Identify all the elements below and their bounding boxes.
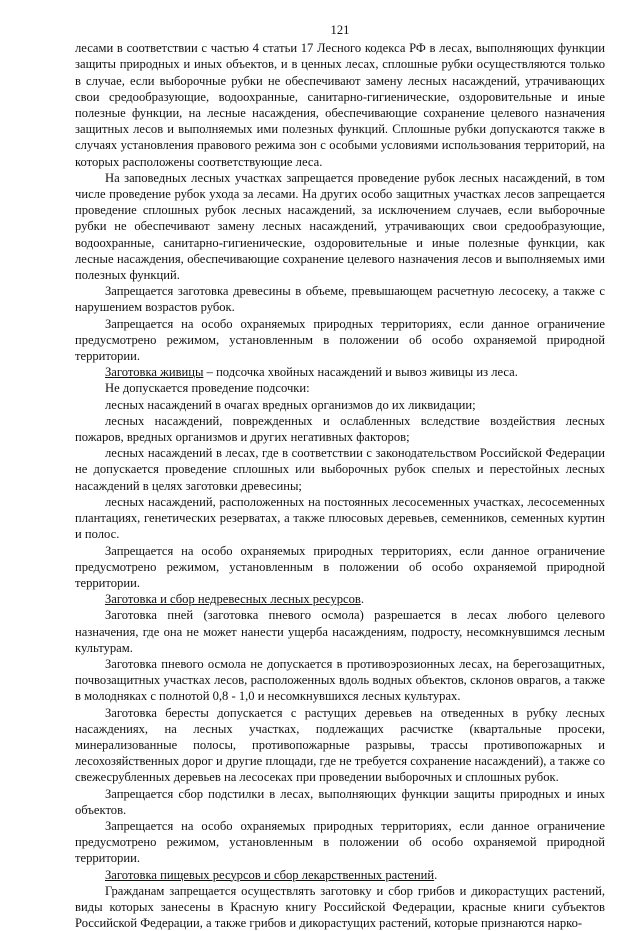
section-heading-paragraph xyxy=(75,591,605,607)
paragraph: Запрещается заготовка древесины в объеме, превышающем расчетную лесосеку, а также с нарушением возрастов рубок. xyxy=(75,284,605,315)
paragraph: Заготовка пневого осмола не допускается в противоэрозионных лесах, на берегозащитных, почвозащитных участках лесов, расположенных вдоль водных объектов, склонов оврагов, а также в молодняках с полнотой 0,8 - 1,0 и несомкнувшихся лесных культурах. xyxy=(75,656,605,704)
section-heading: Заготовка пищевых ресурсов и сбор лекарственных растений xyxy=(105,867,435,882)
section-heading-paragraph xyxy=(75,867,605,883)
heading-rest: . xyxy=(434,867,438,882)
section-heading: Заготовка и сбор недревесных лесных ресурсов xyxy=(105,592,361,607)
paragraph: Запрещается на особо охраняемых природных территориях, если данное ограничение предусмотрено режимом, установленным в положении об особо охраняемой природной территории. xyxy=(75,818,605,866)
document-page xyxy=(75,22,605,931)
paragraph: Запрещается сбор подстилки в лесах, выполняющих функции защиты природных и иных объектов. xyxy=(75,786,605,817)
page-number: 121 xyxy=(330,23,350,37)
section-heading: Заготовка живицы xyxy=(105,365,204,380)
list-item: лесных насаждений в очагах вредных организмов до их ликвидации; xyxy=(105,397,476,412)
section-heading-paragraph xyxy=(75,364,605,380)
heading-rest: . xyxy=(360,592,365,607)
paragraph: лесами в соответствии с частью 4 статьи 17 Лесного кодекса РФ в лесах, выполняющих функции защиты природных и иных объектов, и в ценных лесах, сплошные рубки осуществляются только в случае, если выборочные рубки не обеспечивают замену лесных насаждений, утрачивающих свои средообразующие, водоохранные, санитарно-гигиенические, оздоровительные и иные полезные функции, на лесные насаждения, обеспечивающие сохранение целевого назначения защитных лесов и выполняемых ими полезных функций. Сплошные рубки допускаются также в случаях установления правового режима зон с особыми условиями использования территорий, на которых расположены соответствующие леса. xyxy=(75,41,605,169)
paragraph: Запрещается на особо охраняемых природных территориях, если данное ограничение предусмотрено режимом, установленным в положении об особо охраняемой природной территории. xyxy=(75,316,605,364)
list-item: лесных насаждений в лесах, где в соответствии с законодательством Российской Федерации не допускается проведение сплошных или выборочных рубок спелых и перестойных лесных насаждений в целях заготовки древесины; xyxy=(75,446,605,493)
paragraph: На заповедных лесных участках запрещается проведение рубок лесных насаждений, в том числе проведение рубок ухода за лесами. На других особо защитных участках лесов запрещается проведение сплошных рубок лесных насаждений, за исключением случаев, если выборочные рубки не обеспечивают замену лесных насаждений, утрачивающих свои средообразующие, водоохранные, санитарно-гигиенические, оздоровительные и иные полезные функции, как лесные насаждения, обеспечивающие сохранение целевого назначения лесов и выполняемых ими полезных функций. xyxy=(75,170,605,283)
paragraph: Запрещается на особо охраняемых природных территориях, если данное ограничение предусмотрено режимом, установленным в положении об особо охраняемой природной территории. xyxy=(75,543,605,590)
paragraph: Гражданам запрещается осуществлять заготовку и сбор грибов и дикорастущих растений, виды которых занесены в Красную книгу Российской Федерации, красные книги субъектов Российской Федерации, а также грибов и дикорастущих растений, которые признаются нарко- xyxy=(75,883,605,931)
paragraph: Заготовка бересты допускается с растущих деревьев на отведенных в рубку лесных насаждениях, на лесных участках, подлежащих расчистке (квартальные просеки, минерализованные полосы, противопожарные разрывы, трассы противопожарных и лесохозяйственных дорог и другие площади, где не требуется сохранение насаждений), а также со свежесрубленных деревьев на лесосеках при проведении выборочных и сплошных рубок. xyxy=(75,705,605,785)
list-item: лесных насаждений, поврежденных и ослабленных вследствие воздействия лесных пожаров, вредных организмов и других негативных факторов; xyxy=(75,413,605,445)
list-item: лесных насаждений, расположенных на постоянных лесосеменных участках, лесосеменных плантациях, генетических резерватах, а также плюсовых деревьев, семенников, семенных куртин и полос. xyxy=(75,494,605,542)
heading-rest: – подсочка хвойных насаждений и вывоз живицы из леса. xyxy=(203,365,518,380)
paragraph: Не допускается проведение подсочки: xyxy=(105,381,310,396)
paragraph: Заготовка пней (заготовка пневого осмола) разрешается в лесах любого целевого назначения, где она не может нанести ущерба насаждениям, подросту, несомкнувшимся лесным культурам. xyxy=(75,608,605,655)
